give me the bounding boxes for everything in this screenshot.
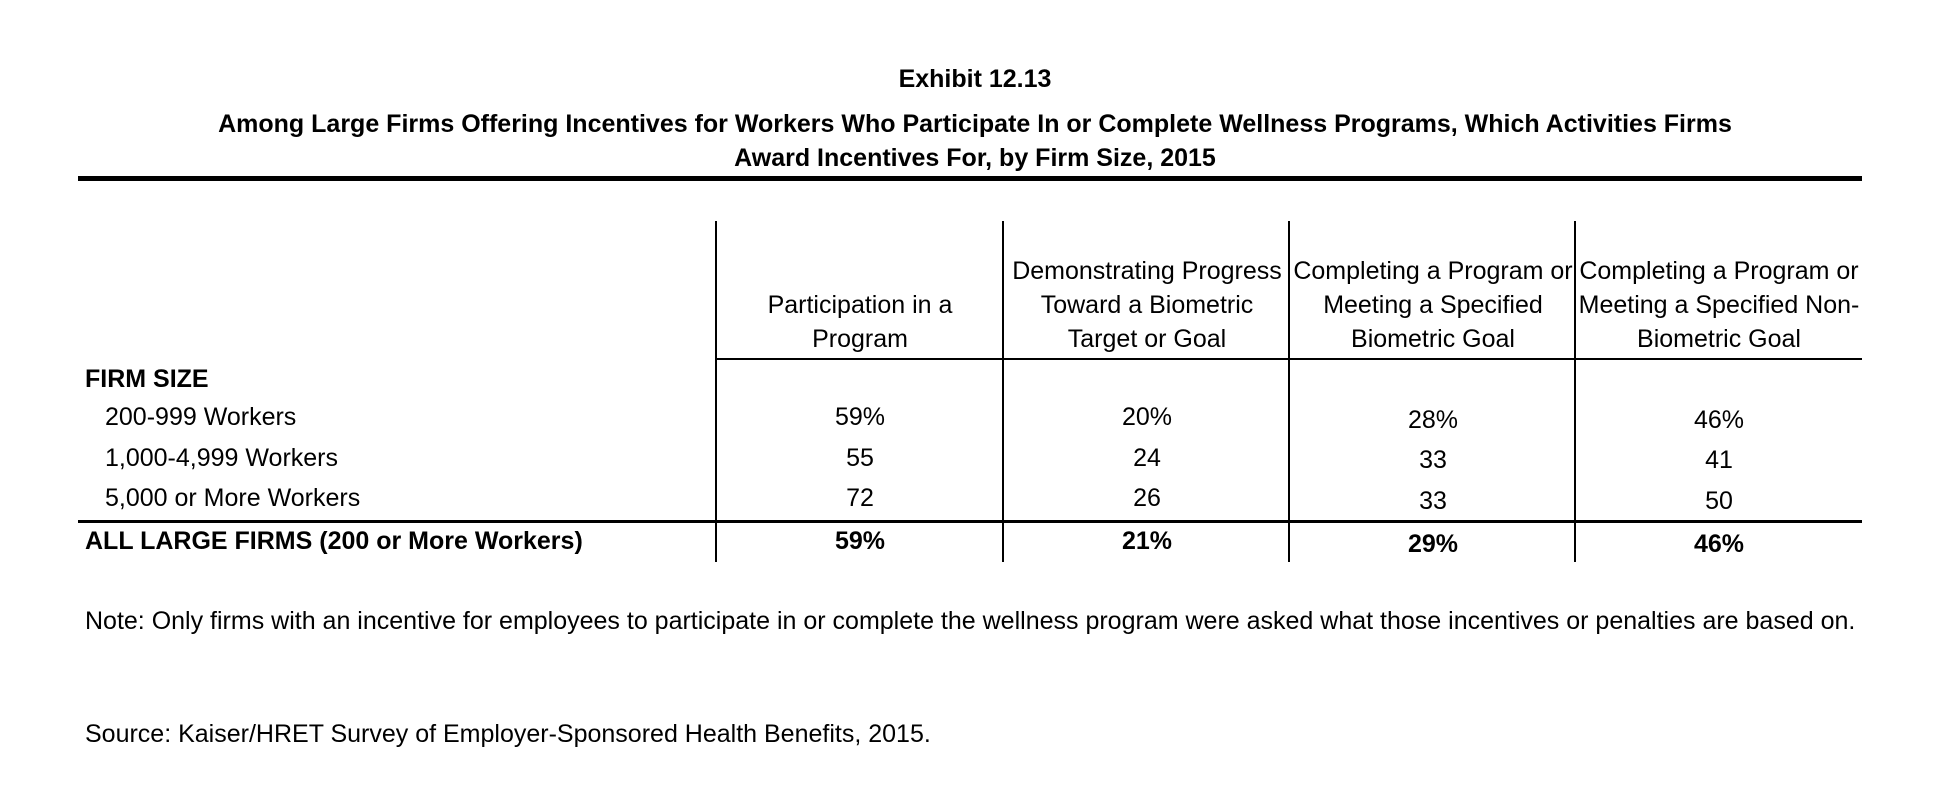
table-cell: 24 bbox=[1133, 444, 1161, 472]
table-cell: 33 bbox=[1419, 446, 1447, 474]
total-cell: 59% bbox=[834, 527, 886, 555]
table-cell: 20% bbox=[1121, 403, 1173, 431]
total-cell: 21% bbox=[1121, 527, 1173, 555]
column-header-biometric-progress: Demonstrating Progress Toward a Biometric Target or Goal bbox=[1012, 257, 1282, 353]
table-cell: 46% bbox=[1693, 406, 1745, 434]
chart-title-line-1: Among Large Firms Offering Incentives for Workers Who Participate In or Complete Wellness Programs, Which Activities Firms bbox=[218, 110, 1732, 138]
table-cell: 72 bbox=[846, 484, 874, 512]
table-note: Note: Only firms with an incentive for employees to participate in or complete the wellness program were asked what those incentives or penalties are based on. bbox=[85, 607, 1856, 635]
table-cell: 33 bbox=[1419, 487, 1447, 515]
total-row-rule bbox=[78, 520, 1862, 523]
table-cell: 26 bbox=[1133, 484, 1161, 512]
column-header-participation: Participation in a Program bbox=[767, 291, 953, 353]
total-cell: 46% bbox=[1693, 530, 1745, 558]
total-cell: 29% bbox=[1407, 530, 1459, 558]
column-header-biometric-goal: Completing a Program or Meeting a Specified Biometric Goal bbox=[1293, 257, 1573, 353]
exhibit-number: Exhibit 12.13 bbox=[898, 65, 1052, 93]
table-cell: 59% bbox=[834, 403, 886, 431]
section-label-firm-size: FIRM SIZE bbox=[85, 365, 209, 393]
table-cell: 50 bbox=[1705, 487, 1733, 515]
table-cell: 41 bbox=[1705, 446, 1733, 474]
table-cell: 55 bbox=[846, 444, 874, 472]
chart-title-line-2: Award Incentives For, by Firm Size, 2015 bbox=[734, 144, 1216, 172]
column-header-non-biometric-goal: Completing a Program or Meeting a Specified Non-Biometric Goal bbox=[1578, 257, 1860, 353]
row-label: 200-999 Workers bbox=[105, 403, 297, 431]
table-source: Source: Kaiser/HRET Survey of Employer-Sponsored Health Benefits, 2015. bbox=[85, 720, 931, 748]
table-top-rule bbox=[78, 176, 1862, 181]
row-label: 1,000-4,999 Workers bbox=[105, 444, 338, 472]
table-cell: 28% bbox=[1407, 406, 1459, 434]
total-row-label: ALL LARGE FIRMS (200 or More Workers) bbox=[85, 527, 583, 555]
row-label: 5,000 or More Workers bbox=[105, 484, 361, 512]
